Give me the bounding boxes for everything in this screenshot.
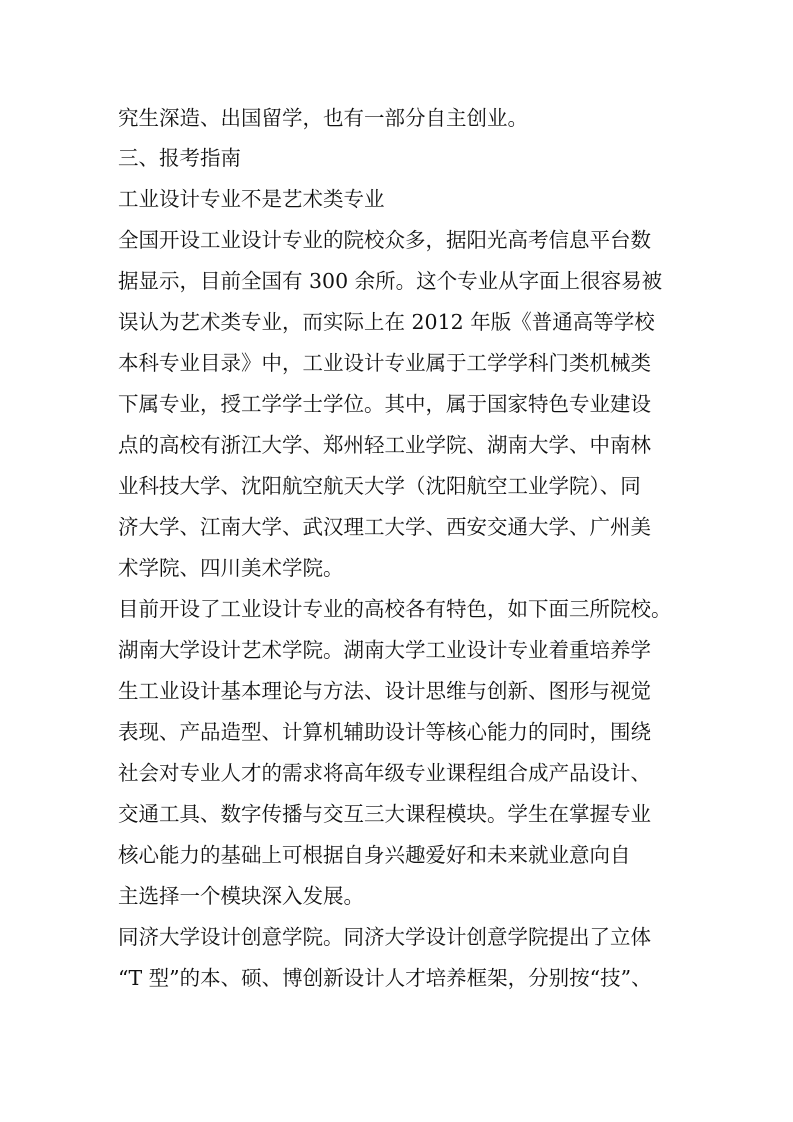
text-line-15: 生工业设计基本理论与方法、设计思维与创新、图形与视觉 [118,679,651,703]
text-line-10: 业科技大学、沈阳航空航天大学（沈阳航空工业学院）、同 [118,474,641,498]
text-line-9: 点的高校有浙江大学、郑州轻工业学院、湖南大学、中南林 [118,433,651,457]
text-line-12: 术学院、四川美术学院。 [118,556,344,580]
text-line-17: 社会对专业人才的需求将高年级专业课程组合成产品设计、 [118,761,651,785]
text-line-14: 湖南大学设计艺术学院。湖南大学工业设计专业着重培养学 [118,638,651,662]
text-line-16: 表现、产品造型、计算机辅助设计等核心能力的同时，围绕 [118,720,651,744]
text-line-4: 全国开设工业设计专业的院校众多，据阳光高考信息平台数 [118,228,651,252]
text-line-6: 误认为艺术类专业，而实际上在 2012 年版《普通高等学校 [118,310,655,334]
text-line-21: 同济大学设计创意学院。同济大学设计创意学院提出了立体 [118,925,651,949]
subheading-not-art-major: 工业设计专业不是艺术类专业 [118,187,385,211]
text-line-11: 济大学、江南大学、武汉理工大学、西安交通大学、广州美 [118,515,651,539]
text-line-18: 交通工具、数字传播与交互三大课程模块。学生在掌握专业 [118,802,651,826]
text-line-7: 本科专业目录》中，工业设计专业属于工学学科门类机械类 [118,351,651,375]
text-line-19: 核心能力的基础上可根据自身兴趣爱好和未来就业意向自 [118,843,631,867]
text-line-1: 究生深造、出国留学，也有一部分自主创业。 [118,106,528,130]
text-line-13: 目前开设了工业设计专业的高校各有特色，如下面三所院校。 [118,597,672,621]
text-line-20: 主选择一个模块深入发展。 [118,884,364,908]
text-line-8: 下属专业，授工学学士学位。其中，属于国家特色专业建设 [118,392,651,416]
text-line-22: “T 型”的本、硕、博创新设计人才培养框架，分别按“技”、 [118,966,652,990]
text-line-5: 据显示，目前全国有 300 余所。这个专业从字面上很容易被 [118,269,663,293]
section-heading-baokao-zhinan: 三、报考指南 [118,146,241,170]
